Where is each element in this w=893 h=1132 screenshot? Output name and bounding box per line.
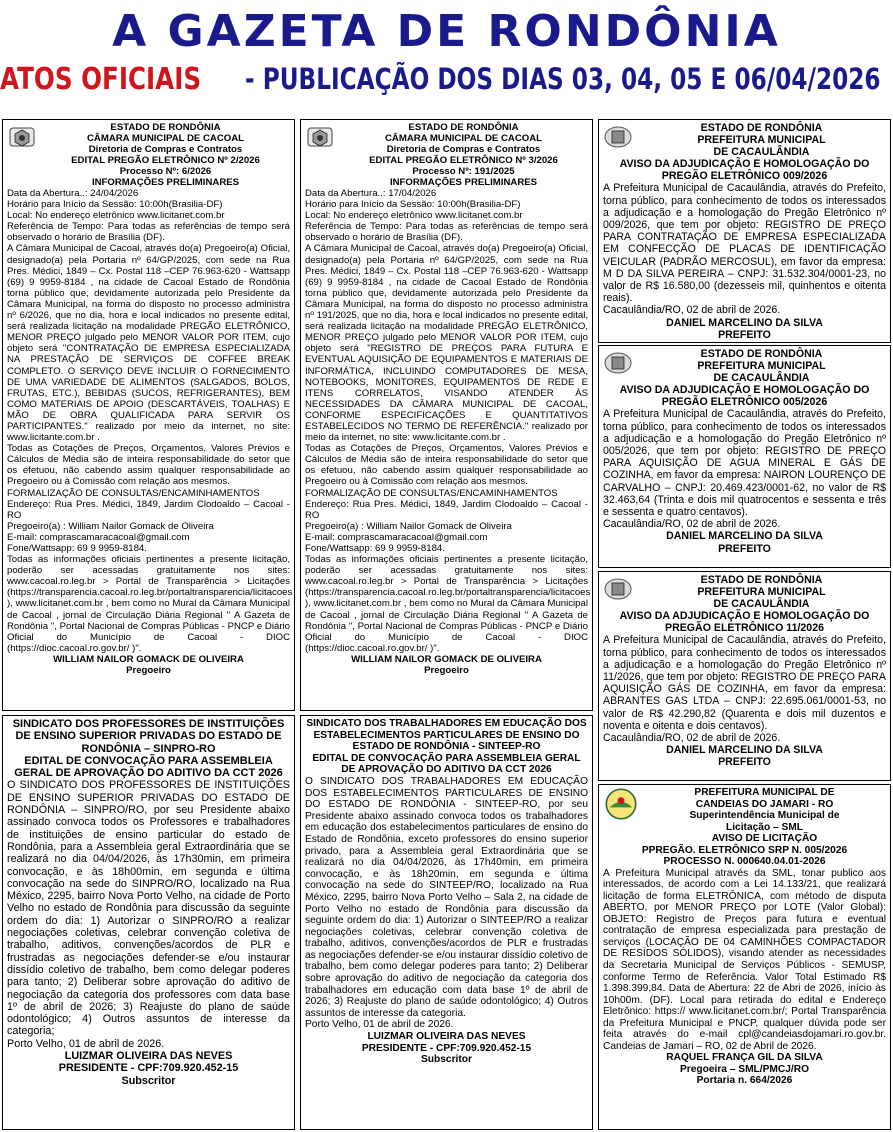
notice-cacaulandia-pregao-11: [598, 571, 891, 781]
notice-body: O SINDICATO DOS PROFESSORES DE INSTITUIÇÕES DE ENSINO SUPERIOR PRIVADAS DO ESTADO DE RONDÔNIA – SINPRO/RO, por seu Presidente abaixo assinado convoca todos os Professores e trabalhadores de instituições de ensino particular do estado de Rondônia, para a Assembleia geral Extraordinária que se realizará no dia 04/04/2026, às 17h30min, em primeira convocação, e às 18h00min, em segunda e última convocação na sede do SINPRO/RO, localizado na Rua México, 2295, bairro Nova Porto Velho, na cidade de Porto Velho no estado de Rondônia para discussão da seguinte ordem do dia: 1) Autorizar o SINPRO/RO a realizar negociações coletivas, celebrar convenção coletiva de trabalho, aditivos, convenções/acordos de PLR e frustradas as negociações defender-se e/ou instaurar dissídio coletivo de trabalho, bem como delegar poderes para tanto; 2) Deliberar sobre aprovação do aditivo de negociação da categoria dos professores com data base 1º de abril de 2026; 3) Reajuste do plano de saúde odontológico; 4) Outros assuntos de interesse da categoria;: [7, 779, 290, 1038]
municipal-crest-icon: [603, 787, 639, 821]
signatory-note: Subscritor: [121, 1074, 176, 1087]
pregao-number: PPREGÃO. ELETRÔNICO SRP N. 005/2026: [641, 844, 848, 856]
signatory-name: WILLIAM NAILOR GOMACK DE OLIVEIRA: [351, 653, 542, 665]
notice-body: A Prefeitura Municipal através da SML, tonar publico aos interessados, de acordo com a Lei 14.133/21, que realizará licitação de forma ELETRÔNICA, com método de disputa ABERTO, por MENOR PREÇO por LOTE (Valor Global): OBJETO: Registro de Preços para futura e eventual contratação de empresa especializada para prestação de serviços (LOCAÇÃO DE 04 CAMINHÕES COMPACTADOR DE RESÍDOS SÓLIDOS), visando atender as necessidades da Secretaria Municipal de Serviços Públicos - SEMUSP, conforme Termo de Referência. Valor Total Estimado R$ 1.398.399,84. Data de Abertura: 22 de Abri de 2026, início às 10h00m. (DF). Local para retirada do edital e Endereço Eletrônico: https:// www.licitanet.com.br/; Portal Transparência da Prefeitura Municipal e PNCP, qualquer dúvida pode ser feita através do e-mail cpl@candeiasdojamari.ro.gov.br. Candeias de Jamari – RO, 02 de Abril de 2026.: [603, 867, 886, 1052]
signatory-ordinance: Portaria n. 664/2026: [696, 1075, 793, 1087]
newspaper-title: A GAZETA DE RONDÔNIA: [112, 6, 781, 57]
notice-sinteep-ro: [300, 715, 593, 1130]
state-name: ESTADO DE RONDÔNIA: [700, 574, 823, 586]
city-name: DE CACAULÂNDIA: [713, 146, 810, 158]
notice-title: AVISO DA ADJUDICAÇÃO E HOMOLOGAÇÃO DO PREGÃO ELETRÔNICO 009/2026: [619, 158, 870, 183]
signatory-name: LUIZMAR OLIVEIRA DAS NEVES: [64, 1050, 233, 1063]
city-hall-name: PREFEITURA MUNICIPAL: [697, 586, 826, 598]
department-name: Diretoria de Compras e Contratos: [386, 144, 541, 155]
state-name: ESTADO DE RONDÔNIA: [700, 122, 823, 134]
signatory-role: PRESIDENTE - CPF:709.920.452-15: [58, 1062, 239, 1075]
notice-body: A Prefeitura Municipal de Cacaulândia, através do Prefeito, torna público, para conhecimento de todos os interessados a adjudicação e a homologação do Pregão Eletrônico nº 009/2026, que tem por objeto: REGISTRO DE PREÇO PARA CONTRATAÇÃO DE EMPRESA ESPECIALIZADA EM CONFECÇÃO DE PLACAS DE IDENTIFICAÇÃO VEICULAR (PADRÃO MERCOSUL), em favor da empresa: M D DA SILVA PEREIRA – CNPJ: 31.532.304/0001-23, no valor de R$ 16.580,00 (dezesseis mil, quinhentos e oitenta reais).: [603, 182, 886, 305]
signatory-role: Pregoeira – SML/PMCJ/RO: [679, 1063, 810, 1075]
notice-cacaulandia-pregao-009: [598, 119, 891, 343]
chamber-name: CÂMARA MUNICIPAL DE CACOAL: [86, 133, 245, 144]
department-name: Diretoria de Compras e Contratos: [88, 144, 243, 155]
notice-body: A Prefeitura Municipal de Cacaulândia, através do Prefeito, torna público, para conhecimento de todos os interessados a adjudicação e a homologação do Pregão Eletrônico nº 11/2026, que tem por objeto: REGISTRO DE PREÇO PARA AQUISIÇÃO GÁS DE COZINHA, em favor da empresa: ABRANTES GAS LTDA – CNPJ: 22.695.061/0001-53, no valor de R$ 42.290,82 (Quarenta e dois mil duzentos e noventa e oitenta e dois centavos).: [603, 634, 886, 732]
publication-dates: - PUBLICAÇÃO DOS DIAS 03, 04, 05 E 06/04/2026: [245, 62, 881, 96]
masthead: [0, 0, 893, 62]
notice-sinpro-ro: [2, 715, 295, 1130]
notice-date: Porto Velho, 01 de abril de 2026.: [305, 1019, 454, 1031]
signatory-role: PRESIDENTE - CPF:709.920.452-15: [361, 1042, 532, 1054]
signatory-role: Pregoeiro: [126, 665, 171, 677]
notice-body: Data da Abertura..: 24/04/2026 Horário para Início da Sessão: 10:00h(Brasilia-DF) Local: No endereço eletrônico www.licitanet.com.br Referência de Tempo: Para todas as referências de tempo será observado o horário de Brasília (DF). A Câmara Municipal de Cacoal, através do(a) Pregoeiro(a) Oficial, designado(a) pela Portaria nº 64/GP/2025, com sede na Rua Pres. Médici, 1849 – Cx. Postal 118 –CEP 76.963-620 - Wattsapp (69) 9 9959-8184 , na cidade de Cacoal Estado de Rondônia torna público que, devidamente autorizada pelo Presidente da Câmara Municipal, na forma do disposto no processo administra nº 6/2026, que no dia, hora e local indicados no presente edital, será realizada licitação na modalidade PREGÃO ELETRÔNICO, MENOR PREÇO julgado pelo MENOR VALOR POR ITEM, cujo objeto será "CONTRATAÇÃO DE EMPRESA ESPECIALIZADA NA PRESTAÇÃO DE SERVIÇOS DE COFFEE BREAK COMPLETO. O SERVIÇO DEVE INCLUIR O FORNECIMENTO DE UMA VARIEDADE DE ALIMENTOS (SALGADOS, BOLOS, FRUTAS, ETC.), BEBIDAS (SUCOS, REFRIGERANTES), BEM COMO MATERIAIS DE APOIO (DESCARTÁVEIS, TOALHAS) E MÃO DE OBRA QUALIFICADA PARA SERVIR OS PARTICIPANTES." realizado por meio da internet, no site: www.licitante.com.br . Todas as Cotações de Preços, Orçamentos, Valores Prévios e Cálculos de Média são de inteira responsabilidade do setor que os efetuou, não cabendo assim qualquer responsabilidade ao Pregoeiro ou à Comissão com relação aos mesmos. FORMALIZAÇÃO DE CONSULTAS/ENCAMINHAMENTOS Endereço: Rua Pres. Médici, 1849, Jardim Clodoaldo – Cacoal - RO Pregoeiro(a) : William Nailor Gomack de Oliveira E-mail: comprascamaracacoal@gmail.com Fone/Wattsapp: 69 9 9959-8184. Todas as informações oficiais pertinentes a presente licitação, poderão ser acessadas gratuitamente nos sites: www.cacoal.ro.leg.br > Portal de Transparência > Licitações (https://transparencia.cacoal.ro.leg.br/portaltransparencia/licitacoes ), www.licitanet.com.br , bem como no Mural da Câmara Municipal de Cacoal , jornal de Circulação Diária Regional " A Gazeta de Rondônia ", Portal Nacional de Compras Públicas - PNCP e Diário Oficial do Município de Cacoal - DIOC (https://dioc.cacoal.ro.gov.br/ )".: [7, 188, 293, 654]
notice-title: AVISO DA ADJUDICAÇÃO E HOMOLOGAÇÃO DO PREGÃO ELETRÔNICO 005/2026: [619, 384, 870, 409]
notice-title: AVISO DA ADJUDICAÇÃO E HOMOLOGAÇÃO DO PREGÃO ELETRÔNICO 11/2026: [619, 610, 870, 635]
notice-body: O SINDICATO DOS TRABALHADORES EM EDUCAÇÃO DOS ESTABELECIMENTOS PARTICULARES DE ENSINO DO ESTADO DE RONDÔNIA - SINTEEP-RO, por seu Presidente abaixo assinado convoca todos os trabalhadores em educação dos estabelecimentos particulares de ensino do Estado de Rondônia, exceto professores do ensino superior privado, para a Assembleia geral Extraordinária que se realizará no dia 04/04/2026, às 17h40min, em primeira convocação, e às 18h20min, em segunda e última convocação na sede do SINTEEP/RO, localizado na Rua México, 2295, bairro Nova Porto Velho – Sala 2, na cidade de Porto Velho no estado de Rondônia para discussão da seguinte ordem do dia: 1) Autorizar o SINTEEP/RO a realizar negociações coletivas, celebrar convenção coletiva de trabalho, aditivos, convenções/acordos de PLR e frustradas as negociações defender-se e/ou instaurar dissídio coletivo de trabalho, bem como delegar poderes para tanto; 2) Deliberar sobre aprovação do aditivo de negociação da categoria dos trabalhadores em educação com data base 1º de abril de 2026; 3) Reajuste do plano de saúde odontológico; 4) Outros assuntos de interesse da categoria.: [305, 775, 588, 1019]
notice-date: Cacaulândia/RO, 02 de abril de 2026.: [603, 304, 781, 317]
edital-title: EDITAL PREGÃO ELETRÔNICO Nº 2/2026: [71, 155, 260, 166]
notice-body: Data da Abertura..: 17/04/2026 Horário para Início da Sessão: 10:00h(Brasilia-DF) Local: No endereço eletrônico www.licitanet.com.br Referência de Tempo: Para todas as referências de tempo será observado o horário de Brasília (DF). A Câmara Municipal de Cacoal, através do(a) Pregoeiro(a) Oficial, designado(a) pela Portaria nº 64/GP/2025, com sede na Rua Pres. Médici, 1849 – Cx. Postal 118 –CEP 76.963-620 - Wattsapp (69) 9 9959-8184 , na cidade de Cacoal Estado de Rondônia torna público que, devidamente autorizada pelo Presidente da Câmara Municipal, na forma do disposto no processo administra nº 191/2025, que no dia, hora e local indicados no presente edital, será realizada licitação na modalidade PREGÃO ELETRÔNICO, MENOR PREÇO julgado pelo MENOR VALOR POR ITEM, cujo objeto será "REGISTRO DE PREÇOS PARA FUTURA E EVENTUAL AQUISIÇÃO DE EQUIPAMENTOS E MATERIAIS DE INFORMÁTICA, INCLUINDO COMPUTADORES DE MESA, NOTEBOOKS, MONITORES, EQUIPAMENTOS DE REDE E ITENS CORRELATOS, VISANDO ATENDER ÀS NECESSIDADES DA CÂMARA MUNICIPAL DE CACOAL, CONFORME ESPECIFICAÇÕES E QUANTITATIVOS ESTABELECIDOS NO TERMO DE REFERÊNCIA." realizado por meio da internet, no site: www.licitante.com.br . Todas as Cotações de Preços, Orçamentos, Valores Prévios e Cálculos de Média são de inteira responsabilidade do setor que os efetuou, não cabendo assim qualquer responsabilidade ao Pregoeiro ou à Comissão com relação aos mesmos. FORMALIZAÇÃO DE CONSULTAS/ENCAMINHAMENTOS Endereço: Rua Pres. Médici, 1849, Jardim Clodoaldo – Cacoal - RO Pregoeiro(a) : William Nailor Gomack de Oliveira E-mail: comprascamaracacoal@gmail.com Fone/Wattsapp: 69 9 9959-8184. Todas as informações oficiais pertinentes a presente licitação, poderão ser acessadas gratuitamente nos sites: www.cacoal.ro.leg.br > Portal de Transparência > Licitações (https://transparencia.cacoal.ro.leg.br/portaltransparencia/licitacoes ), www.licitanet.com.br , bem como no Mural da Câmara Municipal de Cacoal , jornal de Circulação Diária Regional " A Gazeta de Rondônia ", Portal Nacional de Compras Públicas - PNCP e Diário Oficial do Município de Cacoal - DIOC (https://dioc.cacoal.ro.gov.br/ )".: [305, 188, 591, 654]
notice-date: Cacaulândia/RO, 02 de abril de 2026.: [603, 732, 781, 745]
notice-candeias-pregao-005: [598, 784, 891, 1130]
chamber-name: CÂMARA MUNICIPAL DE CACOAL: [384, 133, 543, 144]
notice-date: Cacaulândia/RO, 02 de abril de 2026.: [603, 518, 781, 531]
notice-title: EDITAL DE CONVOCAÇÃO PARA ASSEMBLEIA GERAL DE APROVAÇÃO DO ADITIVO DA CCT 2026: [312, 752, 581, 776]
signatory-name: RAQUEL FRANÇA GIL DA SILVA: [666, 1052, 823, 1064]
municipal-crest-icon: [603, 574, 633, 604]
notice-body: A Prefeitura Municipal de Cacaulândia, através do Prefeito, torna público, para conhecimento de todos os interessados a adjudicação e a homologação do Pregão Eletrônico nº 005/2026, que tem por objeto: REGISTRO DE PREÇO PARA AQUISIÇÃO DE AGUA MINERAL E GÁS DE COZINHA, em favor da empresa: NAIRON LOURENÇO DE CARVALHO – CNPJ: 20.469.423/0001-62, no valor de R$ 32.463,64 (Trinta e dois mil quatrocentos e sessenta e três e sessenta e quatro centavos).: [603, 408, 886, 519]
section-label: INFORMAÇÕES PRELIMINARES: [389, 177, 538, 188]
municipal-crest-icon: [603, 348, 633, 378]
section-header: [0, 62, 893, 114]
section-title: ATOS OFICIAIS: [0, 62, 202, 97]
signatory-role: Pregoeiro: [424, 665, 469, 677]
union-name: SINDICATO DOS TRABALHADORES EM EDUCAÇÃO DOS ESTABELECIMENTOS PARTICULARES DE ENSINO DO ESTADO DE RONDÔNIA - SINTEEP-RO: [306, 718, 587, 753]
municipal-crest-icon: [603, 122, 633, 152]
notice-camara-cacoal-pregao-2: [2, 119, 295, 711]
signatory-note: Subscritor: [421, 1054, 472, 1066]
notice-camara-cacoal-pregao-3: [300, 119, 593, 711]
process-number: PROCESSO N. 000640.04.01-2026: [663, 856, 826, 868]
signatory-name: DANIEL MARCELINO DA SILVA: [666, 530, 823, 543]
process-number: Processo Nº: 6/2026: [119, 166, 212, 177]
city-hall-name: PREFEITURA MUNICIPAL: [697, 360, 826, 372]
section-label: INFORMAÇÕES PRELIMINARES: [91, 177, 240, 188]
union-name: SINDICATO DOS PROFESSORES DE INSTITUIÇÕES DE ENSINO SUPERIOR PRIVADAS DO ESTADO DE RONDÔNIA – SINPRO-RO: [12, 718, 285, 755]
state-name: ESTADO DE RONDÔNIA: [408, 122, 519, 133]
city-hall-name: PREFEITURA MUNICIPAL DE: [694, 787, 835, 798]
agency-abbrev: Licitação – SML: [726, 821, 803, 833]
state-name: ESTADO DE RONDÔNIA: [700, 348, 823, 360]
city-hall-name: PREFEITURA MUNICIPAL: [697, 134, 826, 146]
agency-name: Superintendência Municipal de: [689, 810, 840, 821]
notice-type: AVISO DE LICITAÇÃO: [711, 833, 818, 844]
signatory-name: DANIEL MARCELINO DA SILVA: [666, 316, 823, 329]
signatory-name: LUIZMAR OLIVEIRA DAS NEVES: [367, 1031, 526, 1043]
municipal-crest-icon: [305, 122, 335, 152]
signatory-role: PREFEITO: [718, 328, 771, 341]
edital-title: EDITAL PREGÃO ELETRÔNICO Nº 3/2026: [369, 155, 558, 166]
municipal-crest-icon: [7, 122, 37, 152]
signatory-name: WILLIAM NAILOR GOMACK DE OLIVEIRA: [53, 653, 244, 665]
signatory-name: DANIEL MARCELINO DA SILVA: [666, 744, 823, 757]
city-name: DE CACAULÂNDIA: [713, 598, 810, 610]
state-name: ESTADO DE RONDÔNIA: [110, 122, 221, 133]
city-name: CANDEIAS DO JAMARI - RO: [695, 798, 834, 810]
city-name: DE CACAULÂNDIA: [713, 372, 810, 384]
signatory-role: PREFEITO: [718, 756, 771, 769]
notice-cacaulandia-pregao-005: [598, 345, 891, 568]
notice-date: Porto Velho, 01 de abril de 2026.: [7, 1037, 165, 1050]
notice-title: EDITAL DE CONVOCAÇÃO PARA ASSEMBLEIA GERAL DE APROVAÇÃO DO ADITIVO DA CCT 2026: [14, 754, 283, 780]
process-number: Processo Nº: 191/2025: [412, 166, 515, 177]
signatory-role: PREFEITO: [718, 542, 771, 555]
